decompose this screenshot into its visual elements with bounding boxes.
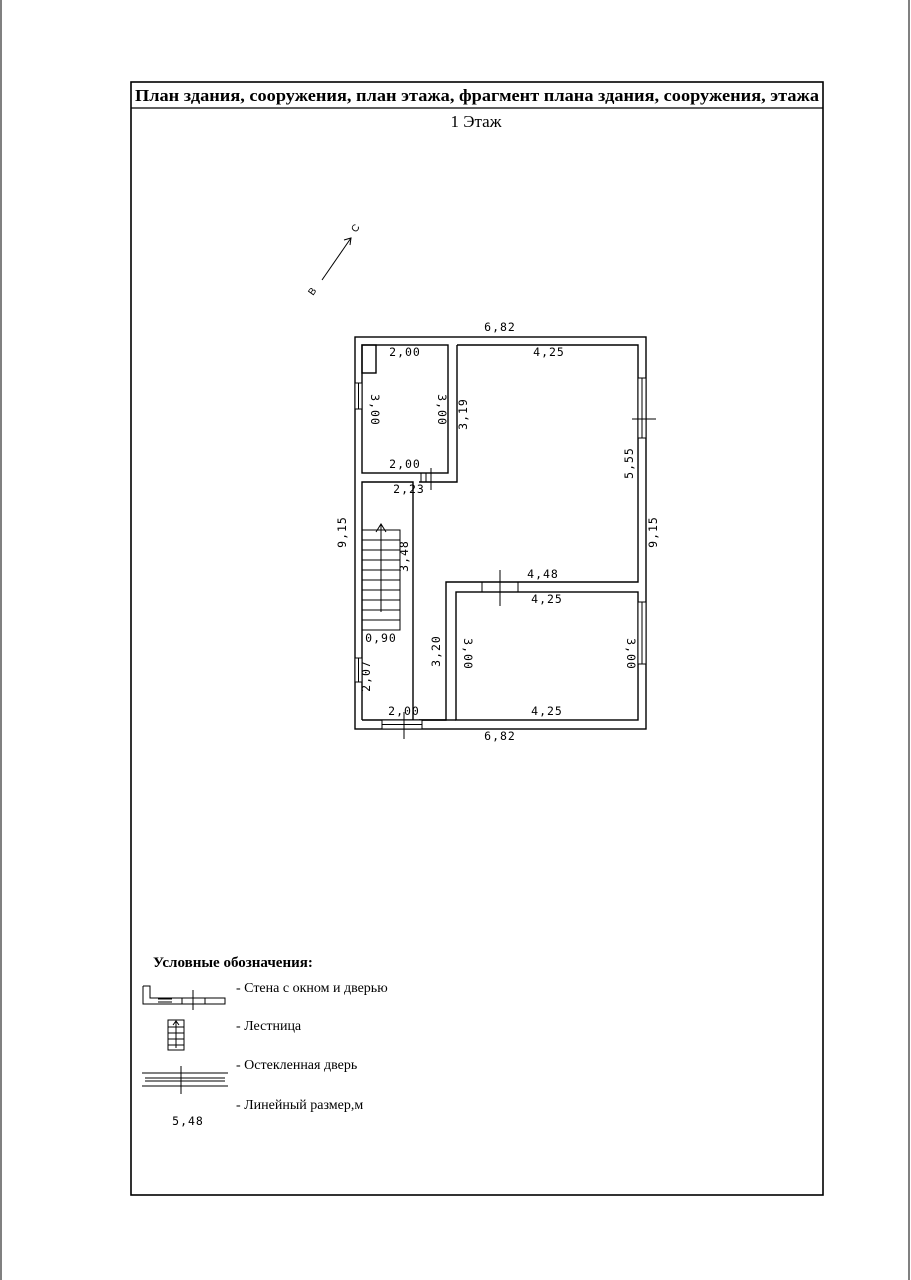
dim-left-height: 9,15 bbox=[335, 516, 349, 548]
dim-room-3-top: 4,25 bbox=[531, 592, 563, 606]
dim-room-2-bottom: 4,48 bbox=[527, 567, 559, 581]
dim-room-3-bottom: 4,25 bbox=[531, 704, 563, 718]
dim-room-2-top: 4,25 bbox=[533, 345, 565, 359]
legend bbox=[142, 955, 388, 1128]
legend-title: Условные обозначения: bbox=[153, 955, 313, 971]
dim-room-1-partition: 3,19 bbox=[456, 398, 470, 430]
legend-sample-dimension: 5,48 bbox=[172, 1114, 204, 1128]
room-1-fixture bbox=[362, 345, 376, 373]
legend-item-wall-label: - Стена с окном и дверью bbox=[236, 981, 388, 996]
dim-lobby-bottom: 2,00 bbox=[388, 704, 420, 718]
sheet-title: План здания, сооружения, план этажа, фрагмент плана здания, сооружения, этажа bbox=[135, 86, 820, 105]
legend-item-stairs-label: - Лестница bbox=[236, 1019, 302, 1034]
dim-lobby-right: 3,20 bbox=[429, 635, 443, 667]
compass-arrow-icon bbox=[322, 238, 351, 280]
dim-room-3-right: 3,00 bbox=[624, 638, 638, 670]
dim-stair-bottom: 0,90 bbox=[365, 631, 397, 645]
floor-plan bbox=[355, 337, 646, 729]
stairs-icon bbox=[362, 524, 400, 630]
dim-bottom-width: 6,82 bbox=[484, 729, 516, 743]
dim-room-1-left: 3,00 bbox=[368, 394, 382, 426]
outer-wall-outer-line bbox=[355, 337, 646, 729]
room-3-outline bbox=[456, 592, 638, 720]
dim-room-2-right: 5,55 bbox=[622, 447, 636, 479]
compass-west-label: В bbox=[306, 285, 320, 298]
floor-label: 1 Этаж bbox=[450, 112, 502, 131]
wall-window-door-icon bbox=[143, 986, 225, 1010]
dim-stair-right: 3,48 bbox=[397, 540, 411, 572]
glazed-door-icon bbox=[142, 1066, 228, 1094]
dim-right-height: 9,15 bbox=[646, 516, 660, 548]
legend-stairs-icon bbox=[168, 1020, 184, 1050]
sheet-frame bbox=[131, 82, 823, 1195]
legend-item-dimension-label: - Линейный размер,м bbox=[236, 1098, 364, 1113]
legend-item-glazed-door-label: - Остекленная дверь bbox=[236, 1058, 358, 1073]
dim-lobby-left: 2,07 bbox=[359, 660, 373, 692]
dim-room-1-right: 3,00 bbox=[435, 394, 449, 426]
dim-stair-top: 2,23 bbox=[393, 482, 425, 496]
room-2-outline bbox=[419, 345, 638, 720]
compass-north-label: С bbox=[349, 222, 363, 235]
dim-room-1-bottom: 2,00 bbox=[389, 457, 421, 471]
dim-room-3-left: 3,00 bbox=[461, 638, 475, 670]
dim-top-width: 6,82 bbox=[484, 320, 516, 334]
dimension-labels bbox=[335, 320, 660, 743]
dim-room-1-top: 2,00 bbox=[389, 345, 421, 359]
